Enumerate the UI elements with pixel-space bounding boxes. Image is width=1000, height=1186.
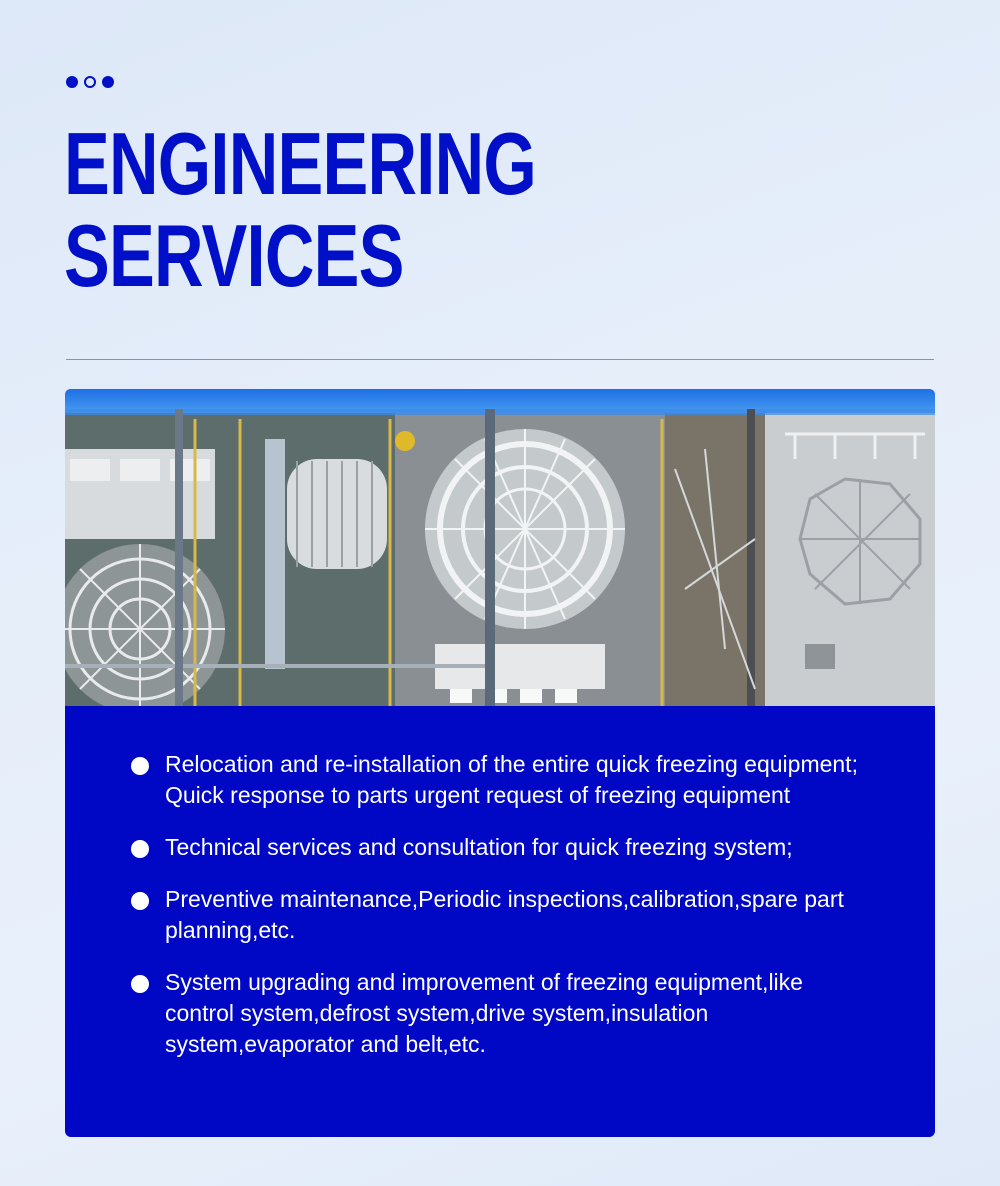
- bullet-icon: [131, 840, 149, 858]
- list-item: [129, 832, 869, 863]
- services-card: [65, 389, 935, 1137]
- bullet-icon: [131, 757, 149, 775]
- service-text: System upgrading and improvement of freezing equipment,like control system,defrost system,drive system,insulation system,evaporator and belt,etc.: [165, 969, 803, 1057]
- page-title: [64, 114, 536, 305]
- list-item: [129, 884, 869, 946]
- list-item: [129, 967, 869, 1060]
- bullet-icon: [131, 975, 149, 993]
- decorative-dots: [66, 76, 114, 88]
- dot-icon: [66, 76, 78, 88]
- freezer-equipment-photo: [65, 389, 935, 706]
- dot-icon: [102, 76, 114, 88]
- services-list: [129, 749, 869, 1081]
- service-text: Preventive maintenance,Periodic inspections,calibration,spare part planning,etc.: [165, 886, 844, 943]
- divider: [66, 359, 934, 360]
- service-text: Relocation and re-installation of the entire quick freezing equipment; Quick response to parts urgent request of freezing equipment: [165, 751, 858, 808]
- title-line-2: SERVICES: [64, 206, 404, 305]
- service-text: Technical services and consultation for quick freezing system;: [165, 834, 793, 860]
- title-line-1: ENGINEERING: [64, 114, 536, 213]
- bullet-icon: [131, 892, 149, 910]
- list-item: [129, 749, 869, 811]
- dot-outline-icon: [84, 76, 96, 88]
